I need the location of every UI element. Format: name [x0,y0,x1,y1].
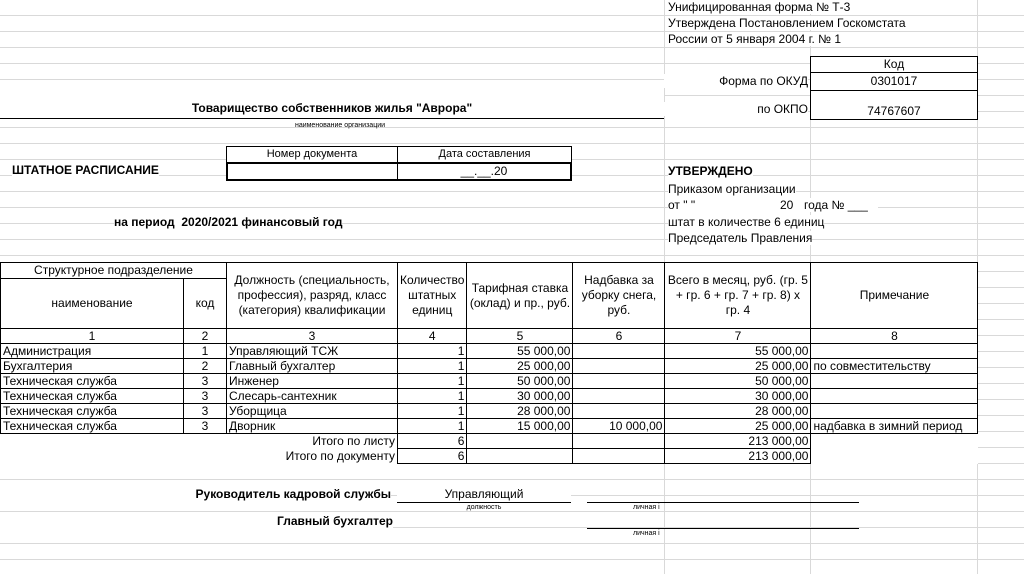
organization-caption: наименование организации [294,122,386,129]
table-row [1,389,978,404]
form-header-line1: Унифицированная форма № Т-3 [668,0,851,14]
row-count: 1 [398,389,467,404]
total-doc-count: 6 [398,449,467,464]
col-number-7: 7 [665,329,811,344]
row-note [811,344,978,359]
row-position: Главный бухгалтер [227,359,398,374]
table-row [1,374,978,389]
row-dept: Техническая служба [1,404,184,419]
total-page-sum: 213 000,00 [665,434,811,449]
okpo-value: 74767607 [810,90,978,120]
header-bonus: Надбавка за уборку снега, руб. [573,263,665,329]
approval-line3: штат в количестве 6 единиц [668,215,825,229]
row-count: 1 [398,404,467,419]
hr-signature-caption: личная і [633,504,660,511]
row-position: Инженер [227,374,398,389]
col-number-2: 2 [184,329,227,344]
doc-date-value: __.__.20 [397,162,572,181]
row-bonus [573,374,665,389]
row-dept: Техническая служба [1,389,184,404]
doc-number-label: Номер документа [226,146,398,163]
row-total: 25 000,00 [665,359,811,374]
organization-name: Товарищество собственников жилья "Аврора" [191,101,473,115]
row-total: 25 000,00 [665,419,811,434]
approval-number: года № ___ [804,198,868,212]
total-doc-row [1,449,978,464]
header-total: Всего в месяц, руб. (гр. 5 + гр. 6 + гр. 7 + гр. 8) х гр. 4 [665,263,811,329]
col-number-6: 6 [573,329,665,344]
row-position: Управляющий ТСЖ [227,344,398,359]
row-rate: 55 000,00 [467,344,573,359]
col-number-8: 8 [811,329,978,344]
doc-number-value [226,162,398,181]
row-bonus [573,359,665,374]
row-code: 3 [184,389,227,404]
row-rate: 30 000,00 [467,389,573,404]
table-row [1,419,978,434]
row-rate: 50 000,00 [467,374,573,389]
row-rate: 28 000,00 [467,404,573,419]
col-number-1: 1 [1,329,184,344]
form-header-line3: России от 5 января 2004 г. № 1 [668,32,842,46]
period-label-text: на период [114,215,175,229]
header-name: наименование [1,279,184,329]
total-doc-label: Итого по документу [285,449,395,463]
row-count: 1 [398,374,467,389]
row-dept: Техническая служба [1,419,184,434]
hr-position-caption: должность [466,504,502,511]
row-total: 50 000,00 [665,374,811,389]
accountant-label: Главный бухгалтер [0,514,393,528]
doc-date-label: Дата составления [397,146,572,163]
hr-position-underline [397,502,571,503]
row-dept: Администрация [1,344,184,359]
row-count: 1 [398,419,467,434]
row-bonus [573,344,665,359]
row-code: 3 [184,419,227,434]
document-title: ШТАТНОЕ РАСПИСАНИЕ [12,163,159,177]
row-bonus: 10 000,00 [573,419,665,434]
code-header: Код [810,56,978,73]
row-count: 1 [398,344,467,359]
okpo-label: по ОКПО [664,102,808,116]
row-note: по совместительству [811,359,978,374]
row-note: надбавка в зимний период [811,419,978,434]
row-note [811,404,978,419]
row-rate: 25 000,00 [467,359,573,374]
row-position: Уборщица [227,404,398,419]
period-label [114,215,342,229]
table-row [1,404,978,419]
approval-year: 20 [780,198,794,212]
header-position: Должность (специальность, профессия), разряд, класс (категория) квалификации [227,263,398,329]
okud-value: 0301017 [810,72,978,91]
header-note: Примечание [811,263,978,329]
hr-label: Руководитель кадровой службы [0,487,391,501]
row-total: 30 000,00 [665,389,811,404]
row-count: 1 [398,359,467,374]
header-code: код [184,279,227,329]
row-dept: Бухгалтерия [1,359,184,374]
total-page-label: Итого по листу [312,434,395,449]
approval-line4: Председатель Правления [668,231,813,245]
period-value: 2020/2021 финансовый год [181,215,343,229]
accountant-signature-line [587,528,859,529]
total-page-count: 6 [398,434,467,449]
okud-label: Форма по ОКУД [664,74,808,88]
row-bonus [573,404,665,419]
header-struct-group: Структурное подразделение [1,263,227,279]
header-rate: Тарифная ставка (оклад) и пр., руб. [467,263,573,329]
row-position: Слесарь-сантехник [227,389,398,404]
table-row [1,359,978,374]
staff-table [0,262,978,464]
hr-signature-line [587,502,859,503]
col-number-4: 4 [398,329,467,344]
table-row [1,344,978,359]
approval-line1: Приказом организации [668,182,796,196]
row-total: 55 000,00 [665,344,811,359]
col-number-3: 3 [227,329,398,344]
approval-line2 [668,198,878,212]
row-bonus [573,389,665,404]
total-doc-sum: 213 000,00 [665,449,811,464]
header-count: Количество штатных единиц [398,263,467,329]
hr-position: Управляющий [397,487,571,501]
row-dept: Техническая служба [1,374,184,389]
row-code: 3 [184,374,227,389]
approval-title: УТВЕРЖДЕНО [668,164,753,178]
row-note [811,389,978,404]
approval-from: от " " [668,198,696,212]
row-rate: 15 000,00 [467,419,573,434]
total-page-row [1,434,978,449]
row-code: 2 [184,359,227,374]
row-code: 3 [184,404,227,419]
row-code: 1 [184,344,227,359]
row-note [811,374,978,389]
col-number-5: 5 [467,329,573,344]
row-position: Дворник [227,419,398,434]
row-total: 28 000,00 [665,404,811,419]
accountant-signature-caption: личная і [633,530,660,537]
form-header-line2: Утверждена Постановлением Госкомстата [668,16,906,30]
